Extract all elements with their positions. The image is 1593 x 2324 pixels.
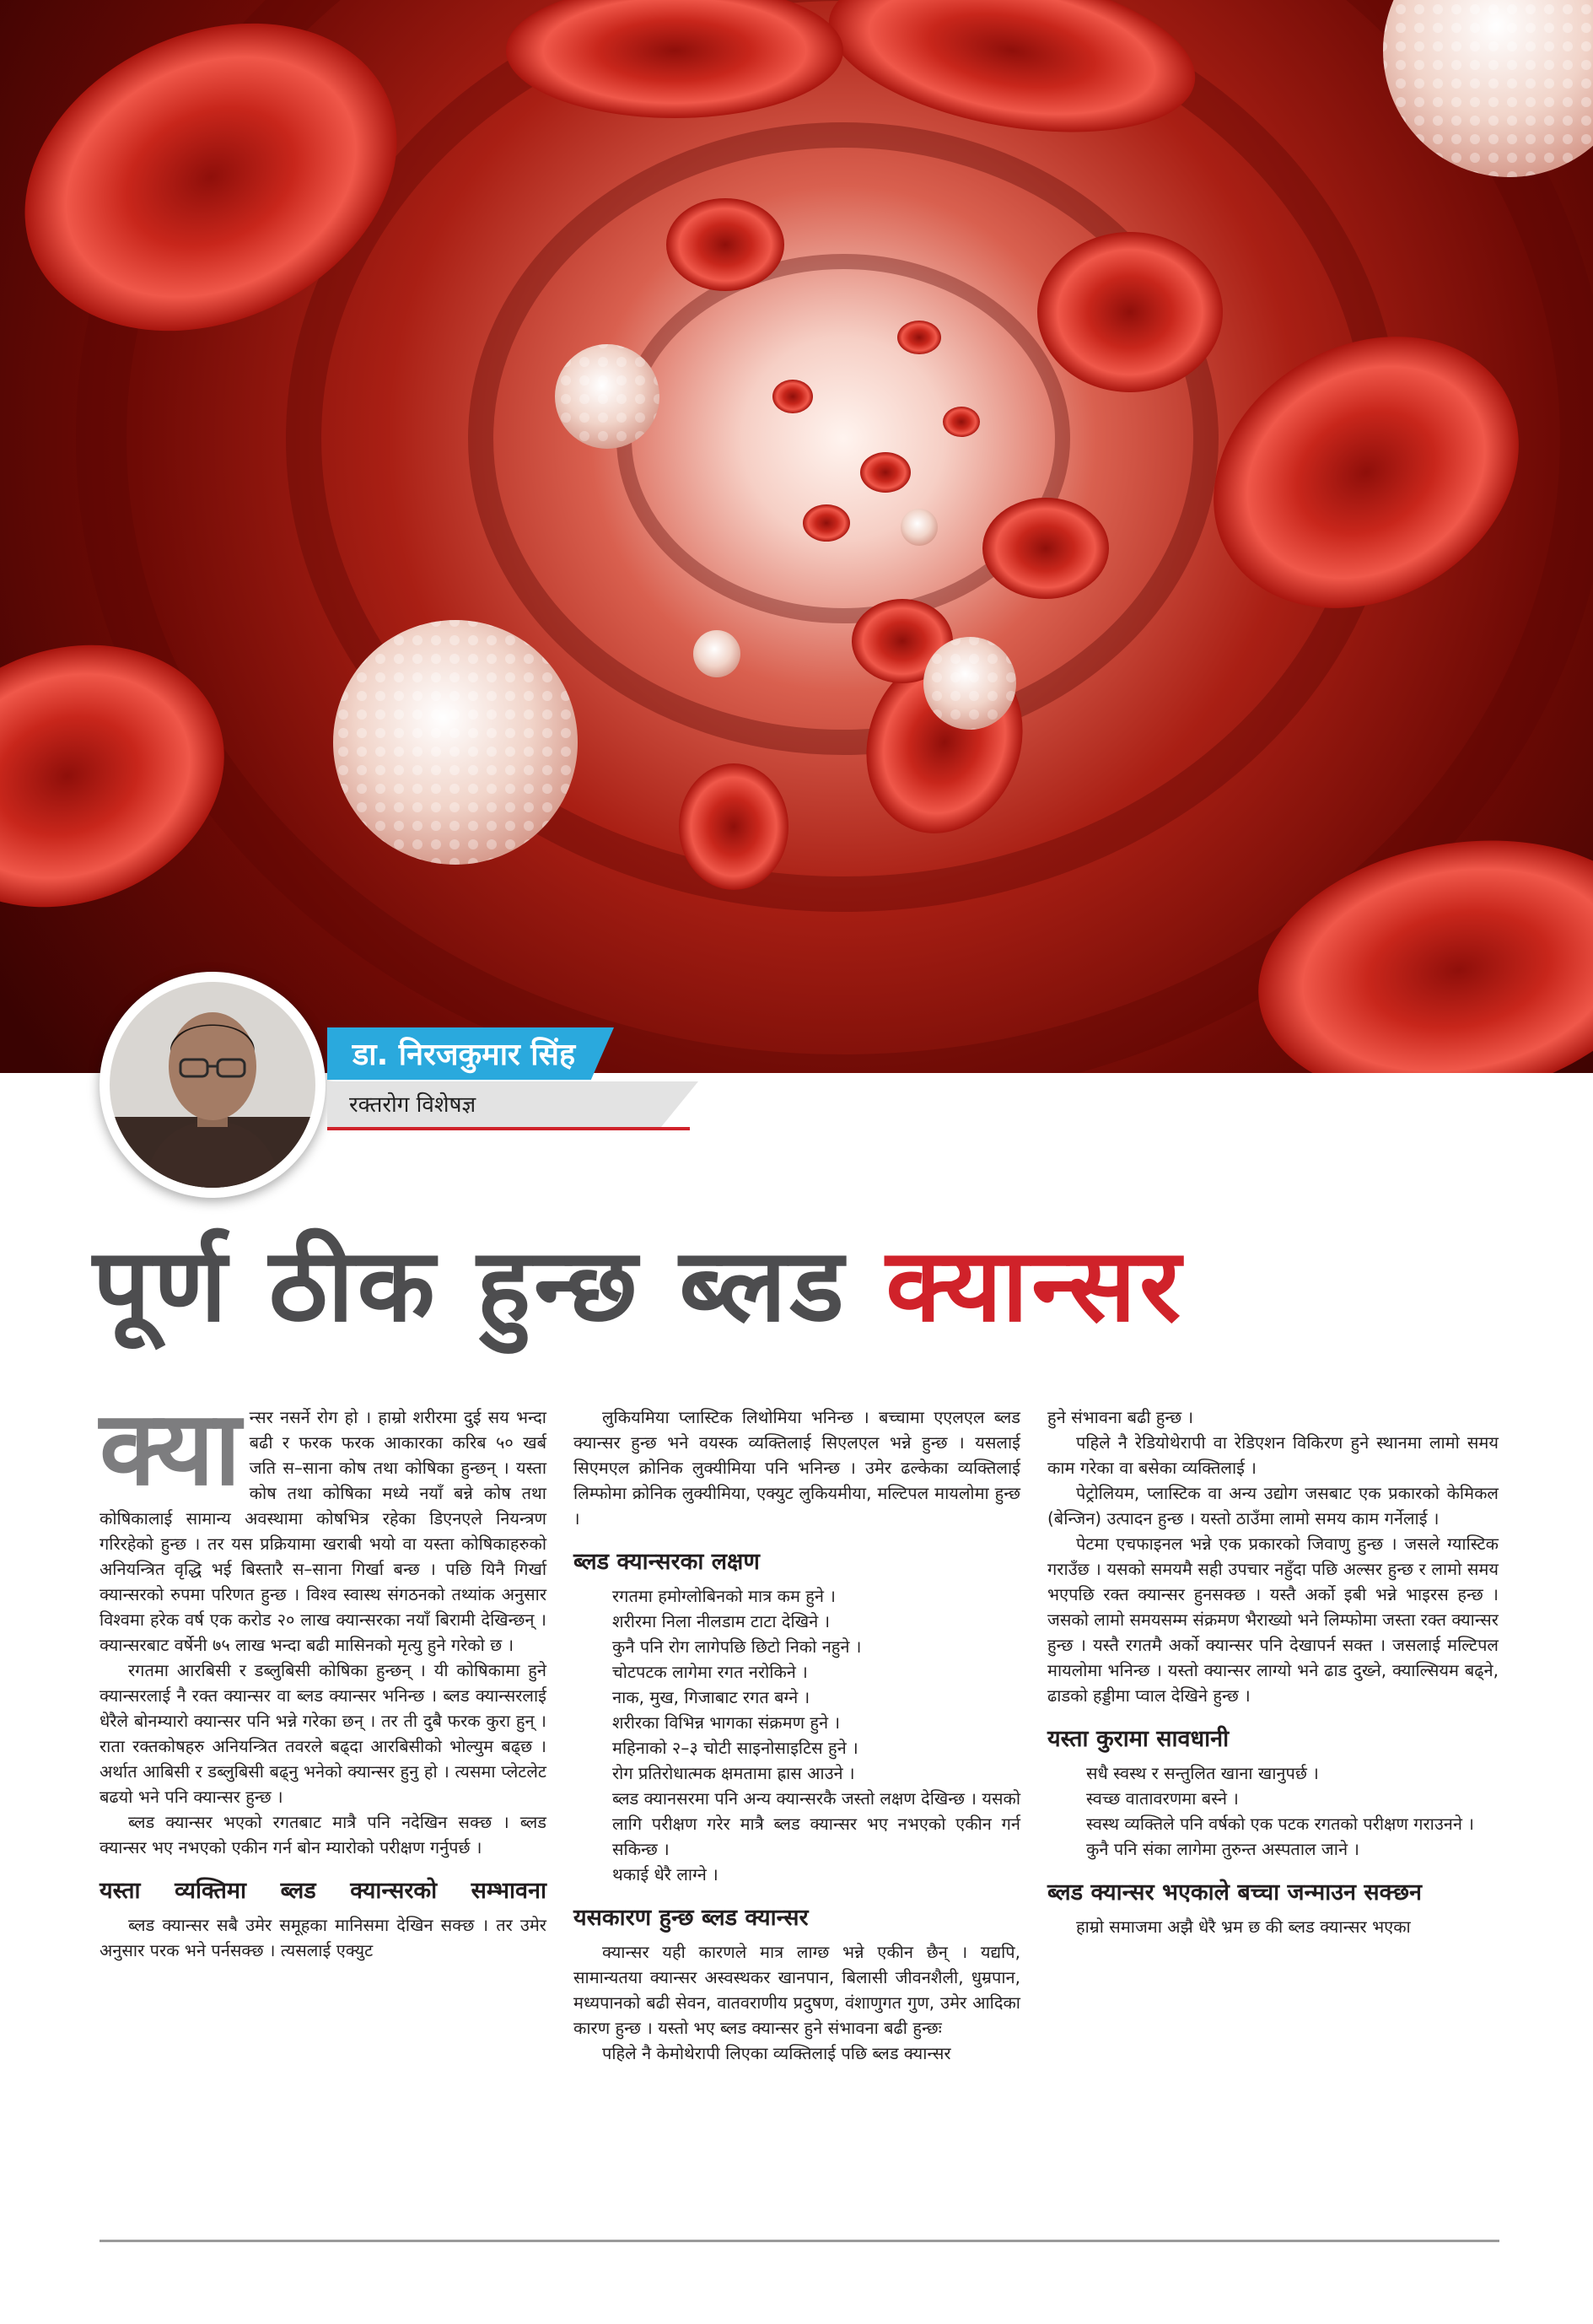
- article-paragraph: पहिले नै रेडियोथेरापी वा रेडिएशन विकिरण हुने स्थानमा लामो समय काम गरेका वा बसेका व्यक्तिलाई ।: [1047, 1432, 1499, 1478]
- section-heading: यसकारण हुन्छ ब्लड क्यान्सर: [573, 1905, 809, 1931]
- article-paragraph: पहिले नै केमोथेरापी लिएका व्यक्तिलाई पछि ब्लड क्यान्सर: [602, 2043, 951, 2063]
- title-part-red: क्यान्सर: [885, 1227, 1185, 1345]
- list-item: कुनै पनि रोग लागेपछि छिटो निको नहुने ।: [612, 1637, 862, 1657]
- list-item: महिनाको २–३ चोटी साइनोसाइटिस हुने ।: [612, 1738, 858, 1758]
- article-column-2: [573, 1405, 1020, 2066]
- hero-illustration: [0, 0, 1593, 1073]
- author-name: डा. निरजकुमार सिंह: [353, 1038, 576, 1072]
- section-heading: यस्ता कुरामा सावधानी: [1047, 1726, 1230, 1752]
- author-photo: [100, 972, 326, 1198]
- list-item: चोटपटक लागेमा रगत नरोकिने ।: [612, 1662, 808, 1682]
- section-heading: ब्लड क्यान्सरका लक्षण: [573, 1549, 760, 1575]
- section-heading: यस्ता व्यक्तिमा ब्लड क्यान्सरको सम्भावना: [100, 1878, 546, 1904]
- list-item: नाक, मुख, गिजाबाट रगत बग्ने ।: [612, 1687, 810, 1707]
- symptom-list: [573, 1583, 1020, 1887]
- drop-cap: क्या: [100, 1388, 241, 1508]
- list-item: कुनै पनि संका लागेमा तुरुन्त अस्पताल जाने ।: [1086, 1839, 1359, 1859]
- article-paragraph: पेट्रोलियम, प्लास्टिक वा अन्य उद्योग जसबाट एक प्रकारको केमिकल (बेन्जिन) उत्पादन हुन्छ । यस्तो ठाउँमा लामो समय काम गर्नेलाई ।: [1047, 1483, 1499, 1529]
- article-paragraph: न्सर नसर्ने रोग हो । हाम्रो शरीरमा दुई सय भन्दा बढी र फरक फरक आकारका करिब ५० खर्ब जति स–साना कोष तथा कोषिका हुन्छन् । यस्ता कोष तथा कोषिका मध्ये नयाँ बन्ने कोष तथा कोषिकालाई सामान्य अवस्थामा कोषभित्र रहेका डिएनएले नियन्त्रण गरिरहेको हुन्छ । तर यस प्रक्रियामा खराबी भयो वा यस्ता कोषिकाहरुको अनियन्त्रित वृद्धि भई बिस्तारै स–साना गिर्खा बन्छ । पछि यिनै गिर्खा क्यान्सरको रुपमा परिणत हुन्छ । विश्व स्वास्थ संगठनको तथ्यांक अनुसार विश्वमा हरेक वर्ष एक करोड २० लाख क्यान्सरका नयाँ बिरामी देखिन्छन् । क्यान्सरबाट वर्षेनी ७५ लाख भन्दा बढी मासिनको मृत्यु हुने गरेको छ ।: [100, 1407, 546, 1655]
- article-paragraph: हुने संभावना बढी हुन्छ ।: [1047, 1407, 1194, 1427]
- article-paragraph: लुकियमिया प्लास्टिक लिथोमिया भनिन्छ । बच्चामा एएलएल ब्लड क्यान्सर हुन्छ भने वयस्क व्यक्तिलाई सिएलएल भन्ने हुन्छ । यसलाई सिएमएल क्रोनिक लुक्यीमिया पनि भनिन्छ । उमेर ढल्केका व्यक्तिलाई लिम्फोमा क्रोनिक लुक्यीमिया, एक्युट लुकियमीया, मल्टिपल मायलोमा हुन्छ ।: [573, 1407, 1020, 1529]
- article-paragraph: पेटमा एचफाइनल भन्ने एक प्रकारको जिवाणु हुन्छ । जसले ग्यास्टिक गराउँछ । यसको समयमै सही उपचार नहुँदा पछि अल्सर हुन्छ र लामो समय भएपछि रक्त क्यान्सर हुनसक्छ । यस्तै अर्को इबी भन्ने भाइरस हन्छ । जसको लामो समयसम्म संक्रमण भैराख्यो भने लिम्फोमा जस्ता रक्त क्यान्सर हुन्छ । यस्तै रगतमै अर्को क्यान्सर पनि देखापर्न सक्त । जसलाई मल्टिपल मायलोमा भनिन्छ । यस्तो क्यान्सर लाग्यो भने ढाड दुख्ने, क्याल्सियम बढ्ने, ढाडको हड्डीमा प्वाल देखिने हुन्छ ।: [1047, 1534, 1499, 1706]
- footer-divider: [100, 2240, 1499, 2242]
- list-item: स्वच्छ वातावरणमा बस्ने ।: [1086, 1788, 1239, 1809]
- list-item: रोग प्रतिरोधात्मक क्षमतामा ह्रास आउने ।: [612, 1763, 855, 1783]
- list-item: रगतमा हमोग्लोबिनको मात्र कम हुने ।: [612, 1586, 836, 1606]
- article-paragraph: रगतमा आरबिसी र डब्लुबिसी कोषिका हुन्छन् । यी कोषिकामा हुने क्यान्सरलाई नै रक्त क्यान्सर वा ब्लड क्यान्सर भनिन्छ । ब्लड क्यान्सरलाई धेरैले बोनम्यारो क्यान्सर पनि भन्ने गरेका छन् । तर ती दुबै फरक कुरा हुन् । राता रक्तकोषहरु अनियन्त्रित तवरले बढ्दा आरबिसीको भोल्युम बढ्छ । अर्थात आबिसी र डब्लुबिसी बढ्नु भनेको क्यान्सर हुनु हो । त्यसमा प्लेटलेट बढयो भने पनि क्यान्सर हुन्छ ।: [100, 1660, 546, 1807]
- article-column-3: [1047, 1405, 1499, 1939]
- list-item: थकाई धेरै लाग्ने ।: [612, 1864, 718, 1885]
- article-paragraph: क्यान्सर यही कारणले मात्र लाग्छ भन्ने एकीन छैन् । यद्यपि, सामान्यतया क्यान्सर अस्वस्थकर खानपान, बिलासी जीवनशैली, धुम्रपान, मध्यपानको बढी सेवन, वातवराणीय प्रदुषण, वंशाणुगत गुण, उमेर आदिका कारण हुन्छ । यस्तो भए ब्लड क्यान्सर हुने संभावना बढी हुन्छः: [573, 1942, 1020, 2038]
- section-heading: ब्लड क्यान्सर भएकाले बच्चा जन्माउन सक्छन: [1047, 1879, 1423, 1906]
- author-role: रक्तरोग विशेषज्ञ: [349, 1092, 476, 1118]
- page-title: [93, 1215, 1510, 1358]
- article-column-1: [100, 1388, 546, 1963]
- list-item: शरीरमा निला नीलडाम टाटा देखिने ।: [612, 1611, 831, 1631]
- article-paragraph: ब्लड क्यान्सर सबै उमेर समूहका मानिसमा देखिन सक्छ । तर उमेर अनुसार परक भने पर्नसक्छ । त्यसलाई एक्युट: [100, 1915, 546, 1960]
- article-paragraph: ब्लड क्यान्सर भएको रगतबाट मात्रै पनि नदेखिन सक्छ । ब्लड क्यान्सर भए नभएको एकीन गर्न बोन म्यारोको परीक्षण गर्नुपर्छ ।: [100, 1812, 546, 1858]
- article-paragraph: हाम्रो समाजमा अझै धेरै भ्रम छ की ब्लड क्यान्सर भएका: [1076, 1917, 1411, 1937]
- list-item: सधै स्वस्थ र सन्तुलित खाना खानुपर्छ ।: [1086, 1763, 1319, 1783]
- title-part-gray: पूर्ण ठीक हुन्छ ब्लड: [93, 1227, 886, 1345]
- author-role-underline: [327, 1127, 690, 1130]
- list-item: शरीरका विभिन्न भागका संक्रमण हुने ।: [612, 1712, 841, 1733]
- precaution-list: [1047, 1761, 1499, 1862]
- list-item: स्वस्थ व्यक्तिले पनि वर्षको एक पटक रगतको परीक्षण गराउनने ।: [1086, 1814, 1474, 1834]
- list-item: ब्लड क्यानसरमा पनि अन्य क्यान्सरकै जस्तो लक्षण देखिन्छ । यसको लागि परीक्षण गरेर मात्रै ब्लड क्यान्सर भए नभएको एकीन गर्न सकिन्छ ।: [612, 1788, 1020, 1859]
